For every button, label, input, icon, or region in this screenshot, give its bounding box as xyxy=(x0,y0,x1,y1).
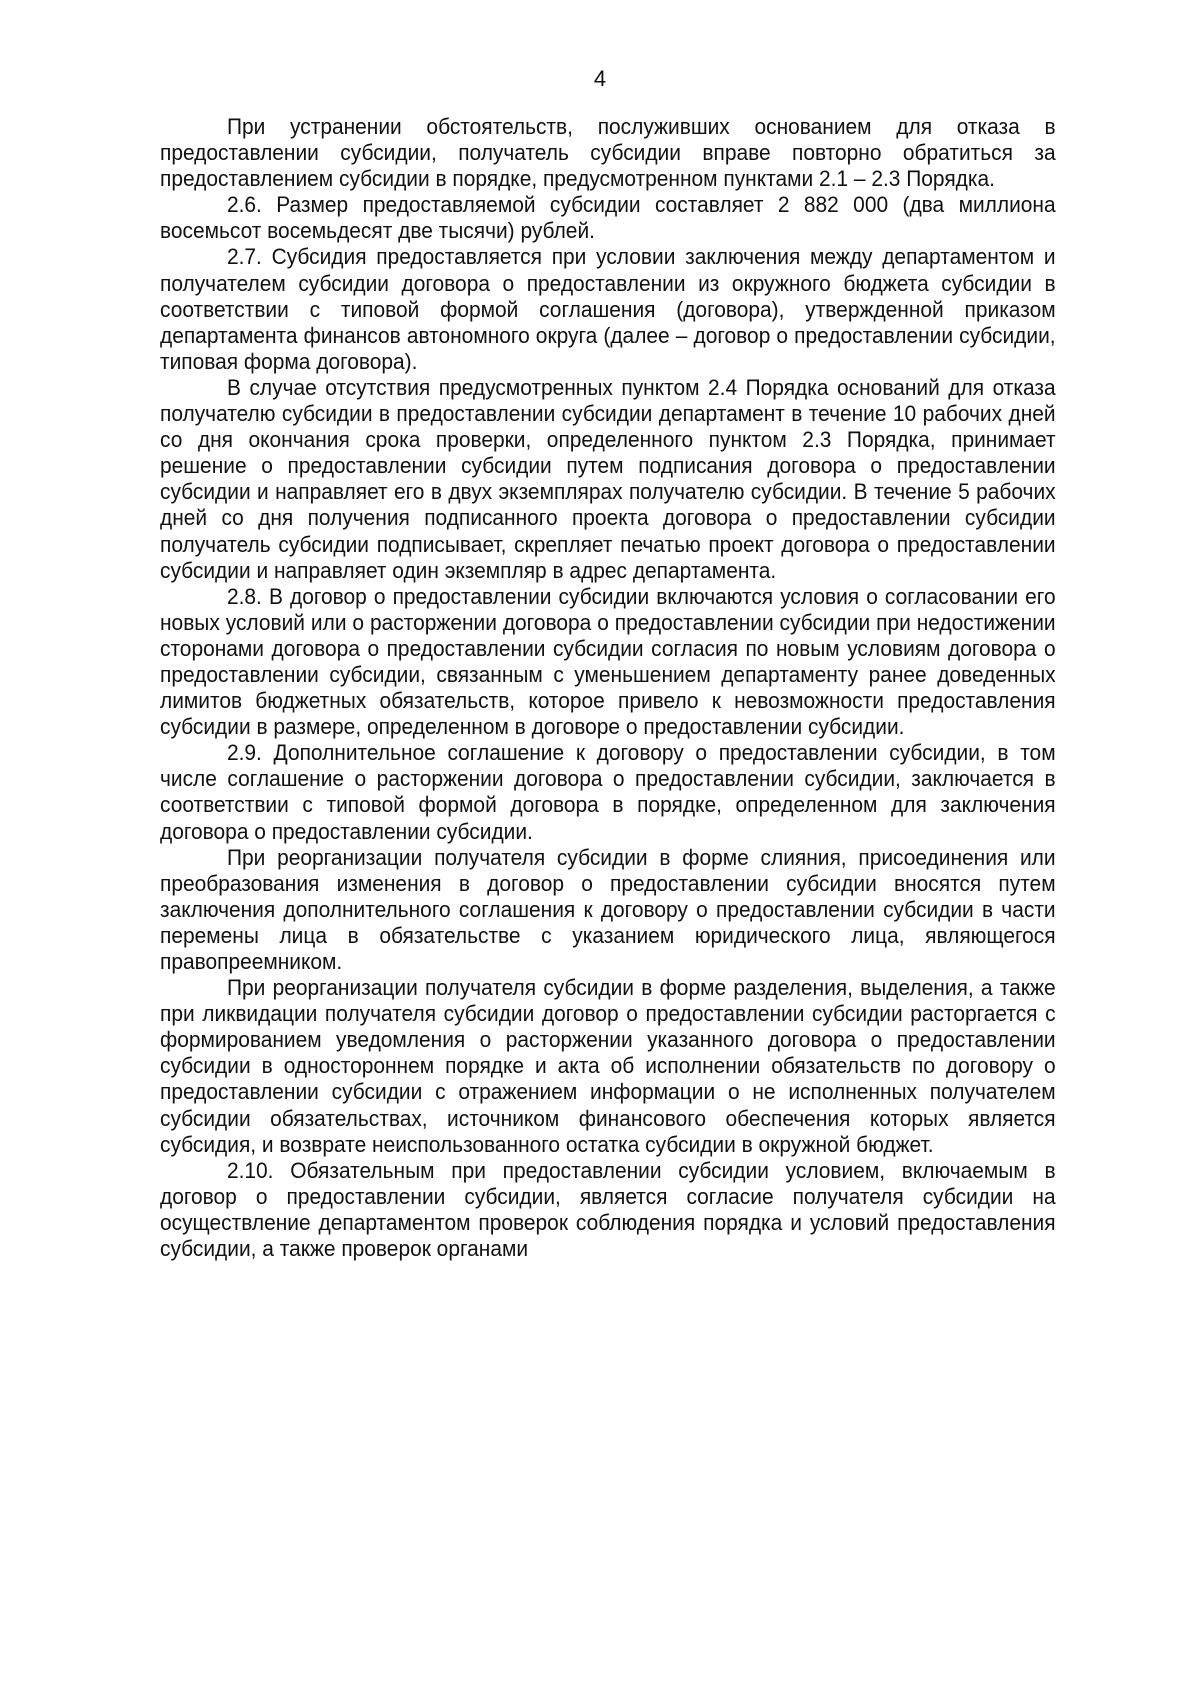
page-number: 4 xyxy=(593,66,607,91)
document-body xyxy=(160,114,1056,1262)
paragraph-decision-procedure: В случае отсутствия предусмотренных пунктом 2.4 Порядка оснований для отказа получателю субсидии в предоставлении субсидии департамент в течение 10 рабочих дней со дня окончания срока проверки, определенного пунктом 2.3 Порядка, принимает решение о предоставлении субсидии путем подписания договора о предоставлении субсидии и направляет его в двух экземплярах получателю субсидии. В течение 5 рабочих дней со дня получения подписанного проекта договора о предоставлении субсидии получатель субсидии подписывает, скрепляет печатью проект договора о предоставлении субсидии и направляет один экземпляр в адрес департамента. xyxy=(160,374,1056,583)
paragraph-2-10-mandatory-condition: 2.10. Обязательным при предоставлении субсидии условием, включаемым в договор о предоставлении субсидии, является согласие получателя субсидии на осуществление департаментом проверок соблюдения порядка и условий предоставления субсидии, а также проверок органами xyxy=(160,1157,1056,1262)
paragraph-2-6-subsidy-amount: 2.6. Размер предоставляемой субсидии составляет 2 882 000 (два миллиона восемьсот восемьдесят две тысячи) рублей. xyxy=(160,192,1056,244)
paragraph-2-9-supplementary-agreement: 2.9. Дополнительное соглашение к договору о предоставлении субсидии, в том числе соглашение о расторжении договора о предоставлении субсидии, заключается в соответствии с типовой формой договора в порядке, определенном для заключения договора о предоставлении субсидии. xyxy=(160,740,1056,844)
paragraph-reorganization-merger: При реорганизации получателя субсидии в форме слияния, присоединения или преобразования изменения в договор о предоставлении субсидии вносятся путем заключения дополнительного соглашения к договору о предоставлении субсидии в части перемены лица в обязательстве с указанием юридического лица, являющегося правопреемником. xyxy=(160,844,1056,974)
paragraph-reorganization-division: При реорганизации получателя субсидии в форме разделения, выделения, а также при ликвидации получателя субсидии договор о предоставлении субсидии расторгается с формированием уведомления о расторжении указанного договора о предоставлении субсидии в одностороннем порядке и акта об исполнении обязательств по договору о предоставлении субсидии с отражением информации о не исполненных получателем субсидии обязательствах, источником финансового обеспечения которых является субсидия, и возврате неиспользованного остатка субсидии в окружной бюджет. xyxy=(160,975,1056,1157)
paragraph-2-8-conditions: 2.8. В договор о предоставлении субсидии включаются условия о согласовании его новых условий или о расторжении договора о предоставлении субсидии при недостижении сторонами договора о предоставлении субсидии согласия по новым условиям договора о предоставлении субсидии, связанным с уменьшением департаменту ранее доведенных лимитов бюджетных обязательств, которое привело к невозможности предоставления субсидии в размере, определенном в договоре о предоставлении субсидии. xyxy=(160,583,1056,740)
paragraph-resubmission: При устранении обстоятельств, послуживших основанием для отказа в предоставлении субсидии, получатель субсидии вправе повторно обратиться за предоставлением субсидии в порядке, предусмотренном пунктами 2.1 – 2.3 Порядка. xyxy=(160,114,1056,192)
paragraph-2-7-agreement: 2.7. Субсидия предоставляется при условии заключения между департаментом и получателем субсидии договора о предоставлении из окружного бюджета субсидии в соответствии с типовой формой соглашения (договора), утвержденной приказом департамента финансов автономного округа (далее – договор о предоставлении субсидии, типовая форма договора). xyxy=(160,244,1056,374)
